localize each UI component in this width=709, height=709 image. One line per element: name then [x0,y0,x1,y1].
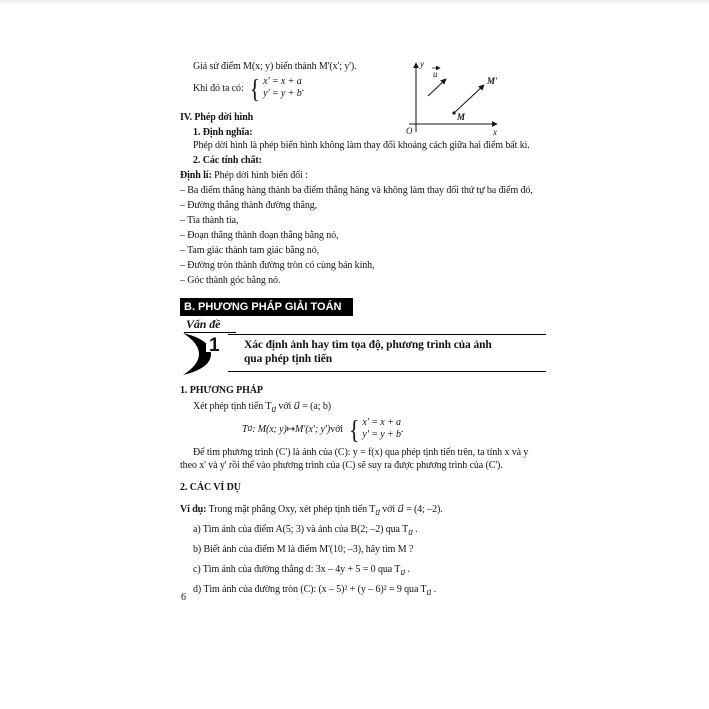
list-item: – Ba điểm thẳng hàng thành ba điểm thẳng hàng và không làm thay đổi thứ tự ba điểm đó, [180,185,533,196]
M-to-M-prime-arrow [454,85,484,113]
system-line-1: x' = x + a [263,76,302,87]
u-vector-symbol: u⃗ [293,401,300,412]
system-brace: { [249,73,261,103]
example-u-vector-symbol: u⃗ [397,504,404,515]
translation-formula-row: T u⃗ : M(x; y) ↦ M'(x'; y') với { x' = x + a y' = y + b . [242,414,404,444]
point-M-label: M [457,112,465,122]
example-item-c [193,563,546,576]
equation-system [263,76,305,100]
list-item: – Đường thẳng thành đường thẳng, [180,200,318,211]
maps-to-arrow-icon: ↦ [286,423,296,435]
example-item-text: b) Biết ảnh của điểm M là điểm M'(10; –3), hãy tìm M ? [193,544,414,555]
eq-system [362,417,404,441]
y-axis-label: y [420,59,424,69]
intro-line: Giả sử điểm M(x; y) biến thành M'(x'; y'). [193,61,357,72]
example-item-d [193,583,546,596]
method-paragraph: Để tìm phương trình (C') là ảnh của (C): y = f(x) qua phép tịnh tiến trên, ta tính x và y theo x' và y' rồi thế vào phương trình của (C) sẽ suy ra được phương trình của (C'). [180,447,529,471]
intro-prefix: Khi đó ta có: [193,82,244,94]
eq-voi: với [330,423,343,435]
page-content [180,60,546,596]
eq-mid2: M'(x'; y') [295,423,331,435]
system-period: . [301,82,305,94]
definition-heading: 1. Định nghĩa: [193,127,253,138]
example-item-text: c) Tìm ảnh của đường thẳng d: 3x – 4y + 5 = 0 qua T [193,564,401,575]
example-item-text: d) Tìm ảnh của đường tròn (C): (x – 5)² + (y – 6)² = 9 qua T [193,584,427,595]
problem-title-line2: qua phép tịnh tiến [244,353,332,365]
example-item-end: . [431,584,436,595]
method-intro-pre: Xét phép tịnh tiến T [193,401,272,412]
example-intro-end: = (4; –2). [403,504,443,515]
point-M-prime-label: M' [487,76,498,86]
problem-block [180,319,546,381]
u-vector-label: u [433,69,438,79]
example-item-a [193,523,546,536]
item-T-subscript: u⃗ [408,528,413,537]
problem-title [228,334,546,372]
method-intro-line [180,400,546,413]
T-subscript-u-vector: u⃗ [271,405,277,414]
method-heading: 1. PHƯƠNG PHÁP [180,385,263,396]
page-number: 6 [181,592,186,603]
list-item: – Tam giác thành tam giác bằng nó, [180,245,320,256]
list-item: – Đoạn thẳng thành đoạn thẳng bằng nó, [180,230,339,241]
example-intro-mid: với [379,504,398,515]
example-item-end: . [412,524,418,535]
theorem-text: Phép dời hình biến đổi : [211,170,308,181]
eq-system-brace: { [348,414,360,444]
eq-system-line-1: x' = x + a [362,417,401,428]
translation-vector-figure [404,56,504,136]
properties-heading: 2. Các tính chất: [193,155,262,166]
definition-text: Phép dời hình là phép biến hình không làm thay đổi khoảng cách giữa hai điểm bất kì. [193,140,530,151]
system-line-2: y' = y + b [263,88,302,99]
example-label: Ví dụ: [180,504,207,515]
list-item: – Đường tròn thành đường tròn có cùng bán kính, [180,260,375,271]
method-intro-mid: với [276,401,294,412]
theorem-label: Định lí: [180,170,212,181]
example-item-end: . [404,564,410,575]
eq-period: . [400,423,404,435]
example-intro-pre: Trong mặt phẳng Oxy, xét phép tịnh tiến T [206,504,376,515]
eq-system-line-2: y' = y + b [362,429,401,440]
theorem-line [180,169,546,182]
examples-heading: 2. CÁC VÍ DỤ [180,482,241,493]
section-b-header-bar: B. PHƯƠNG PHÁP GIẢI TOÁN [180,298,353,316]
section-iv-heading: IV. Phép dời hình [180,112,254,123]
problem-title-line1: Xác định ảnh hay tìm tọa độ, phương trình của ảnh [244,339,492,351]
method-intro-end: = (a; b) [299,401,331,412]
x-axis-label: x [493,127,497,136]
example-T-subscript-u-vector: u⃗ [375,508,380,517]
list-item: – Góc thành góc bằng nó. [180,275,281,286]
properties-list [180,184,546,287]
origin-label: O [406,126,413,136]
example-item-text: a) Tìm ảnh của điểm A(5; 3) và ảnh của B(2; –2) qua T [193,524,409,535]
example-item-b [193,543,546,556]
eq-mid1: : M(x; y) [252,423,287,435]
item-T-subscript: u⃗ [400,568,405,577]
example-intro-line [180,503,546,516]
problem-label: Vấn đề [184,318,236,333]
u-vector-arrow [428,79,446,96]
item-T-subscript: u⃗ [426,588,432,597]
list-item: – Tia thành tia, [180,215,239,226]
eq-T: T [242,423,248,435]
problem-number: 1 [206,339,222,352]
page-top-shadow [0,0,709,4]
